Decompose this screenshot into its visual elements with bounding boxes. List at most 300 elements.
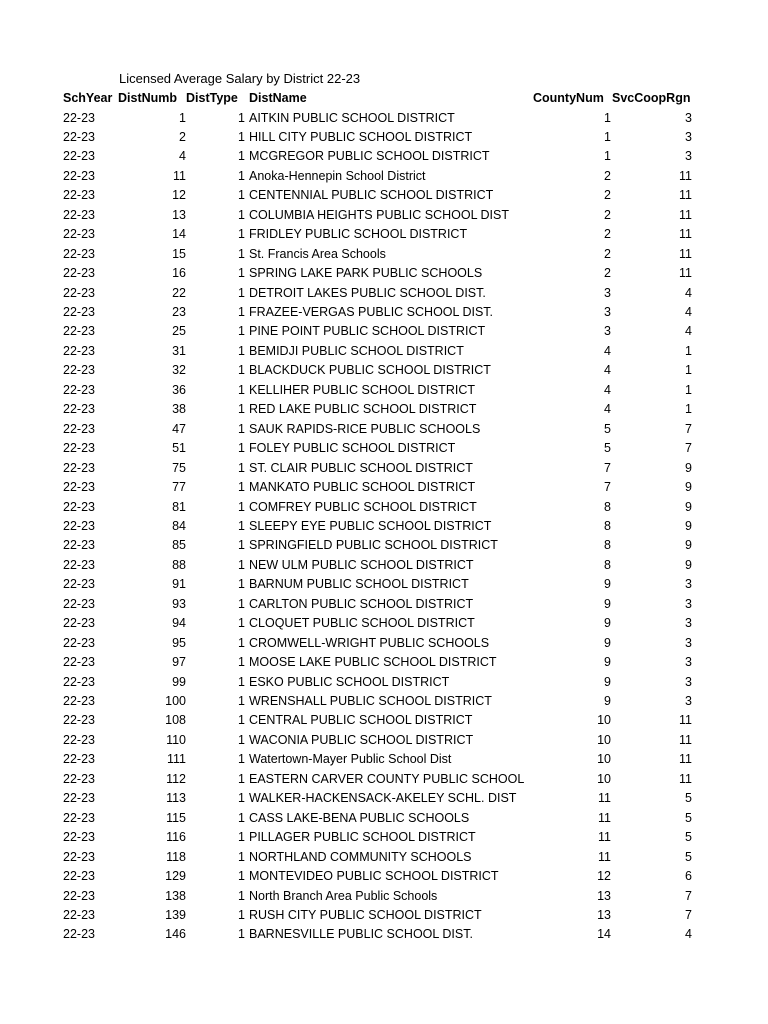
cell-schyear: 22-23 <box>63 246 95 261</box>
table-row <box>0 245 768 264</box>
cell-distnumb: 112 <box>166 771 186 786</box>
cell-schyear: 22-23 <box>63 616 95 631</box>
cell-disttype: 1 <box>238 596 245 611</box>
cell-distname: ESKO PUBLIC SCHOOL DISTRICT <box>249 674 450 689</box>
cell-distnumb: 51 <box>172 441 186 456</box>
cell-distnumb: 115 <box>166 810 186 825</box>
cell-distname: EASTERN CARVER COUNTY PUBLIC SCHOOL <box>249 771 525 786</box>
cell-disttype: 1 <box>238 752 245 767</box>
cell-disttype: 1 <box>238 305 245 319</box>
cell-distname: DETROIT LAKES PUBLIC SCHOOL DIST. <box>249 285 486 300</box>
cell-disttype: 1 <box>238 732 245 747</box>
cell-distnumb: 81 <box>172 499 186 514</box>
cell-distnumb: 11 <box>173 168 186 183</box>
table-row <box>0 478 768 497</box>
table-row <box>0 925 768 944</box>
cell-schyear: 22-23 <box>63 849 95 864</box>
cell-schyear: 22-23 <box>63 713 95 728</box>
cell-countynum: 10 <box>597 771 611 786</box>
cell-schyear: 22-23 <box>63 441 95 456</box>
table-row <box>0 634 768 653</box>
cell-distname: RED LAKE PUBLIC SCHOOL DISTRICT <box>249 402 477 417</box>
cell-svccooprgn: 11 <box>679 246 692 261</box>
cell-svccooprgn: 5 <box>685 810 692 825</box>
cell-countynum: 11 <box>598 830 611 845</box>
cell-distname: SLEEPY EYE PUBLIC SCHOOL DISTRICT <box>249 518 492 533</box>
cell-distnumb: 93 <box>172 596 186 611</box>
table-row <box>0 809 768 828</box>
table-row <box>0 459 768 478</box>
cell-svccooprgn: 7 <box>685 888 692 903</box>
cell-distname: MONTEVIDEO PUBLIC SCHOOL DISTRICT <box>249 869 499 884</box>
cell-countynum: 2 <box>604 207 611 222</box>
cell-schyear: 22-23 <box>63 285 95 300</box>
cell-countynum: 8 <box>604 518 611 533</box>
cell-disttype: 1 <box>238 382 245 397</box>
table-row <box>0 711 768 730</box>
table-row <box>0 109 768 128</box>
cell-schyear: 22-23 <box>63 227 95 242</box>
cell-distname: KELLIHER PUBLIC SCHOOL DISTRICT <box>249 382 475 397</box>
cell-distname: FOLEY PUBLIC SCHOOL DISTRICT <box>249 441 456 456</box>
cell-distname: WRENSHALL PUBLIC SCHOOL DISTRICT <box>249 694 492 708</box>
table-row <box>0 206 768 225</box>
table-row <box>0 128 768 147</box>
cell-distnumb: 4 <box>179 149 186 164</box>
cell-countynum: 9 <box>604 635 611 650</box>
cell-svccooprgn: 9 <box>685 480 692 495</box>
table-row <box>0 770 768 789</box>
cell-countynum: 11 <box>598 791 611 806</box>
cell-disttype: 1 <box>238 869 245 884</box>
cell-countynum: 9 <box>604 596 611 611</box>
cell-disttype: 1 <box>238 674 245 689</box>
table-row <box>0 692 768 711</box>
cell-distnumb: 47 <box>172 421 186 436</box>
cell-countynum: 3 <box>604 305 611 319</box>
table-row <box>0 887 768 906</box>
cell-countynum: 9 <box>604 694 611 708</box>
cell-countynum: 2 <box>604 188 611 203</box>
table-row <box>0 498 768 517</box>
cell-distname: PILLAGER PUBLIC SCHOOL DISTRICT <box>249 830 476 845</box>
cell-disttype: 1 <box>238 694 245 708</box>
cell-countynum: 4 <box>604 402 611 417</box>
cell-svccooprgn: 1 <box>685 382 692 397</box>
cell-distnumb: 22 <box>172 285 186 300</box>
cell-distname: CROMWELL-WRIGHT PUBLIC SCHOOLS <box>249 635 490 650</box>
header-disttype: DistType <box>186 91 238 105</box>
cell-disttype: 1 <box>238 888 245 903</box>
cell-schyear: 22-23 <box>63 480 95 495</box>
cell-distnumb: 88 <box>172 557 186 572</box>
cell-disttype: 1 <box>238 557 245 572</box>
cell-distname: COLUMBIA HEIGHTS PUBLIC SCHOOL DIST <box>249 207 510 222</box>
cell-distname: MOOSE LAKE PUBLIC SCHOOL DISTRICT <box>249 655 497 670</box>
cell-svccooprgn: 11 <box>679 227 692 242</box>
cell-distname: COMFREY PUBLIC SCHOOL DISTRICT <box>249 499 477 514</box>
cell-distname: RUSH CITY PUBLIC SCHOOL DISTRICT <box>249 907 482 922</box>
cell-schyear: 22-23 <box>63 460 95 475</box>
cell-svccooprgn: 4 <box>685 285 692 300</box>
page-title: Licensed Average Salary by District 22-23 <box>119 71 361 86</box>
cell-distname: AITKIN PUBLIC SCHOOL DISTRICT <box>249 110 455 125</box>
cell-svccooprgn: 3 <box>685 616 692 631</box>
cell-svccooprgn: 9 <box>685 499 692 514</box>
cell-countynum: 7 <box>604 460 611 475</box>
table-row <box>0 167 768 186</box>
cell-distnumb: 32 <box>172 363 186 378</box>
cell-schyear: 22-23 <box>63 207 95 222</box>
cell-distnumb: 2 <box>179 129 186 144</box>
cell-countynum: 10 <box>597 752 611 767</box>
cell-distname: NEW ULM PUBLIC SCHOOL DISTRICT <box>249 557 474 572</box>
cell-distnumb: 1 <box>179 110 186 125</box>
cell-svccooprgn: 11 <box>679 713 692 728</box>
cell-disttype: 1 <box>238 246 245 261</box>
table-row <box>0 381 768 400</box>
cell-disttype: 1 <box>238 538 245 553</box>
cell-svccooprgn: 4 <box>685 324 692 339</box>
cell-distnumb: 108 <box>165 713 186 728</box>
cell-distnumb: 97 <box>172 655 186 670</box>
cell-svccooprgn: 5 <box>685 849 692 864</box>
cell-schyear: 22-23 <box>63 382 95 397</box>
cell-schyear: 22-23 <box>63 771 95 786</box>
cell-schyear: 22-23 <box>63 869 95 884</box>
cell-disttype: 1 <box>238 655 245 670</box>
header-countynum: CountyNum <box>533 91 604 105</box>
cell-schyear: 22-23 <box>63 538 95 553</box>
cell-countynum: 9 <box>604 577 611 592</box>
cell-svccooprgn: 11 <box>679 771 692 786</box>
header-svccooprgn: SvcCoopRgn <box>612 91 691 105</box>
cell-countynum: 13 <box>597 888 611 903</box>
cell-svccooprgn: 3 <box>685 149 692 164</box>
cell-countynum: 11 <box>598 849 611 864</box>
table-row <box>0 867 768 886</box>
cell-distname: BARNUM PUBLIC SCHOOL DISTRICT <box>249 577 469 592</box>
cell-schyear: 22-23 <box>63 596 95 611</box>
cell-svccooprgn: 4 <box>685 305 692 319</box>
cell-distname: CASS LAKE-BENA PUBLIC SCHOOLS <box>249 810 470 825</box>
table-row <box>0 536 768 555</box>
cell-distnumb: 139 <box>165 907 186 922</box>
cell-schyear: 22-23 <box>63 499 95 514</box>
cell-svccooprgn: 7 <box>685 421 692 436</box>
cell-schyear: 22-23 <box>63 888 95 903</box>
cell-disttype: 1 <box>238 207 245 222</box>
cell-distname: BARNESVILLE PUBLIC SCHOOL DIST. <box>249 927 473 942</box>
cell-disttype: 1 <box>238 830 245 845</box>
cell-countynum: 7 <box>604 480 611 495</box>
table-row <box>0 147 768 166</box>
table-row <box>0 264 768 283</box>
cell-schyear: 22-23 <box>63 421 95 436</box>
cell-distname: SPRINGFIELD PUBLIC SCHOOL DISTRICT <box>249 538 498 553</box>
cell-svccooprgn: 7 <box>685 441 692 456</box>
cell-countynum: 2 <box>604 168 611 183</box>
cell-schyear: 22-23 <box>63 830 95 845</box>
table-row <box>0 906 768 925</box>
header-schyear: SchYear <box>63 91 113 105</box>
cell-disttype: 1 <box>238 266 245 281</box>
cell-disttype: 1 <box>238 927 245 942</box>
cell-disttype: 1 <box>238 849 245 864</box>
cell-schyear: 22-23 <box>63 305 95 319</box>
cell-distnumb: 111 <box>166 752 186 767</box>
cell-schyear: 22-23 <box>63 110 95 125</box>
cell-disttype: 1 <box>238 227 245 242</box>
cell-countynum: 3 <box>604 285 611 300</box>
cell-distnumb: 100 <box>165 694 186 708</box>
cell-schyear: 22-23 <box>63 577 95 592</box>
cell-schyear: 22-23 <box>63 557 95 572</box>
cell-disttype: 1 <box>238 907 245 922</box>
cell-countynum: 10 <box>597 732 611 747</box>
cell-distname: BEMIDJI PUBLIC SCHOOL DISTRICT <box>249 343 464 358</box>
cell-svccooprgn: 5 <box>685 791 692 806</box>
cell-countynum: 10 <box>597 713 611 728</box>
cell-countynum: 8 <box>604 499 611 514</box>
cell-schyear: 22-23 <box>63 402 95 417</box>
cell-distname: MCGREGOR PUBLIC SCHOOL DISTRICT <box>249 149 490 164</box>
cell-disttype: 1 <box>238 518 245 533</box>
cell-distname: FRAZEE-VERGAS PUBLIC SCHOOL DIST. <box>249 305 494 319</box>
cell-schyear: 22-23 <box>63 324 95 339</box>
cell-countynum: 4 <box>604 382 611 397</box>
cell-schyear: 22-23 <box>63 188 95 203</box>
cell-distnumb: 38 <box>172 402 186 417</box>
cell-disttype: 1 <box>238 791 245 806</box>
cell-svccooprgn: 9 <box>685 538 692 553</box>
cell-disttype: 1 <box>238 343 245 358</box>
cell-svccooprgn: 9 <box>685 460 692 475</box>
table-row <box>0 750 768 769</box>
cell-disttype: 1 <box>238 460 245 475</box>
cell-countynum: 4 <box>604 343 611 358</box>
cell-schyear: 22-23 <box>63 168 95 183</box>
cell-distnumb: 91 <box>172 577 186 592</box>
cell-distname: MANKATO PUBLIC SCHOOL DISTRICT <box>249 480 476 495</box>
cell-svccooprgn: 11 <box>679 188 692 203</box>
cell-svccooprgn: 3 <box>685 596 692 611</box>
cell-countynum: 1 <box>604 129 611 144</box>
cell-svccooprgn: 3 <box>685 635 692 650</box>
cell-svccooprgn: 7 <box>685 907 692 922</box>
table-row <box>0 517 768 536</box>
cell-svccooprgn: 3 <box>685 129 692 144</box>
cell-disttype: 1 <box>238 771 245 786</box>
cell-disttype: 1 <box>238 363 245 378</box>
table-row <box>0 225 768 244</box>
cell-disttype: 1 <box>238 285 245 300</box>
cell-distnumb: 138 <box>165 888 186 903</box>
table-row <box>0 420 768 439</box>
cell-disttype: 1 <box>238 713 245 728</box>
cell-svccooprgn: 11 <box>679 168 692 183</box>
table-row <box>0 439 768 458</box>
cell-disttype: 1 <box>238 480 245 495</box>
cell-svccooprgn: 11 <box>679 732 692 747</box>
cell-svccooprgn: 3 <box>685 694 692 708</box>
cell-distname: Watertown-Mayer Public School Dist <box>249 752 452 767</box>
cell-distnumb: 113 <box>166 791 186 806</box>
cell-distname: FRIDLEY PUBLIC SCHOOL DISTRICT <box>249 227 468 242</box>
cell-distname: CARLTON PUBLIC SCHOOL DISTRICT <box>249 596 474 611</box>
cell-schyear: 22-23 <box>63 655 95 670</box>
cell-schyear: 22-23 <box>63 149 95 164</box>
table-row <box>0 614 768 633</box>
cell-disttype: 1 <box>238 129 245 144</box>
cell-countynum: 5 <box>604 421 611 436</box>
table-row <box>0 400 768 419</box>
cell-distnumb: 75 <box>172 460 186 475</box>
cell-distname: HILL CITY PUBLIC SCHOOL DISTRICT <box>249 129 473 144</box>
cell-svccooprgn: 5 <box>685 830 692 845</box>
cell-countynum: 2 <box>604 266 611 281</box>
cell-distname: CENTENNIAL PUBLIC SCHOOL DISTRICT <box>249 188 494 203</box>
cell-distnumb: 13 <box>172 207 186 222</box>
cell-svccooprgn: 3 <box>685 655 692 670</box>
cell-distnumb: 25 <box>172 324 186 339</box>
cell-svccooprgn: 1 <box>685 363 692 378</box>
cell-distnumb: 110 <box>166 732 186 747</box>
table-row <box>0 284 768 303</box>
cell-distname: CLOQUET PUBLIC SCHOOL DISTRICT <box>249 616 475 631</box>
cell-distnumb: 129 <box>165 869 186 884</box>
cell-schyear: 22-23 <box>63 266 95 281</box>
cell-countynum: 5 <box>604 441 611 456</box>
cell-distname: NORTHLAND COMMUNITY SCHOOLS <box>249 849 472 864</box>
header-distnumb: DistNumb <box>118 91 178 105</box>
cell-svccooprgn: 9 <box>685 557 692 572</box>
table-row <box>0 848 768 867</box>
cell-distname: St. Francis Area Schools <box>249 246 386 261</box>
cell-distnumb: 84 <box>172 518 186 533</box>
cell-distnumb: 99 <box>172 674 186 689</box>
table-row <box>0 361 768 380</box>
table-row <box>0 575 768 594</box>
cell-schyear: 22-23 <box>63 518 95 533</box>
cell-disttype: 1 <box>238 324 245 339</box>
cell-disttype: 1 <box>238 499 245 514</box>
table-row <box>0 828 768 847</box>
cell-countynum: 9 <box>604 655 611 670</box>
table-row <box>0 731 768 750</box>
table-row <box>0 303 768 322</box>
cell-distname: Anoka-Hennepin School District <box>249 168 426 183</box>
cell-disttype: 1 <box>238 810 245 825</box>
cell-distnumb: 116 <box>166 830 186 845</box>
table-row <box>0 595 768 614</box>
cell-countynum: 11 <box>598 810 611 825</box>
cell-distnumb: 118 <box>166 849 186 864</box>
cell-svccooprgn: 3 <box>685 110 692 125</box>
cell-distname: PINE POINT PUBLIC SCHOOL DISTRICT <box>249 324 486 339</box>
cell-distname: ST. CLAIR PUBLIC SCHOOL DISTRICT <box>249 460 473 475</box>
cell-svccooprgn: 1 <box>685 402 692 417</box>
cell-svccooprgn: 6 <box>685 869 692 884</box>
cell-countynum: 12 <box>597 869 611 884</box>
table-row <box>0 186 768 205</box>
cell-svccooprgn: 1 <box>685 343 692 358</box>
cell-disttype: 1 <box>238 168 245 183</box>
cell-schyear: 22-23 <box>63 810 95 825</box>
cell-countynum: 13 <box>597 907 611 922</box>
cell-countynum: 3 <box>604 324 611 339</box>
cell-countynum: 8 <box>604 538 611 553</box>
header-distname: DistName <box>249 91 307 105</box>
cell-distname: BLACKDUCK PUBLIC SCHOOL DISTRICT <box>249 363 491 378</box>
cell-countynum: 9 <box>604 616 611 631</box>
table-row <box>0 342 768 361</box>
cell-svccooprgn: 3 <box>685 674 692 689</box>
cell-distname: SPRING LAKE PARK PUBLIC SCHOOLS <box>249 266 483 281</box>
cell-distname: North Branch Area Public Schools <box>249 888 438 903</box>
cell-distnumb: 36 <box>172 382 186 397</box>
cell-countynum: 1 <box>604 110 611 125</box>
cell-svccooprgn: 11 <box>679 207 692 222</box>
cell-schyear: 22-23 <box>63 343 95 358</box>
table-row <box>0 322 768 341</box>
cell-distnumb: 94 <box>172 616 186 631</box>
cell-distnumb: 95 <box>172 635 186 650</box>
cell-schyear: 22-23 <box>63 363 95 378</box>
cell-svccooprgn: 11 <box>679 266 692 281</box>
cell-disttype: 1 <box>238 577 245 592</box>
cell-schyear: 22-23 <box>63 674 95 689</box>
cell-countynum: 2 <box>604 246 611 261</box>
cell-countynum: 2 <box>604 227 611 242</box>
table-row <box>0 673 768 692</box>
cell-countynum: 8 <box>604 557 611 572</box>
cell-distnumb: 31 <box>172 343 186 358</box>
cell-svccooprgn: 11 <box>679 752 692 767</box>
cell-disttype: 1 <box>238 616 245 631</box>
cell-disttype: 1 <box>238 402 245 417</box>
cell-disttype: 1 <box>238 110 245 125</box>
cell-countynum: 9 <box>604 674 611 689</box>
header-row <box>0 89 768 108</box>
cell-schyear: 22-23 <box>63 907 95 922</box>
cell-schyear: 22-23 <box>63 694 95 708</box>
cell-schyear: 22-23 <box>63 927 95 942</box>
cell-countynum: 1 <box>604 149 611 164</box>
cell-distname: WALKER-HACKENSACK-AKELEY SCHL. DIST <box>249 791 517 806</box>
cell-countynum: 14 <box>597 927 611 942</box>
cell-disttype: 1 <box>238 441 245 456</box>
cell-distnumb: 146 <box>165 927 186 942</box>
cell-distnumb: 14 <box>172 227 186 242</box>
table-row <box>0 556 768 575</box>
cell-disttype: 1 <box>238 421 245 436</box>
cell-countynum: 4 <box>604 363 611 378</box>
cell-distnumb: 16 <box>172 266 186 281</box>
cell-distnumb: 85 <box>172 538 186 553</box>
cell-disttype: 1 <box>238 149 245 164</box>
cell-schyear: 22-23 <box>63 635 95 650</box>
cell-distnumb: 23 <box>172 305 186 319</box>
cell-disttype: 1 <box>238 188 245 203</box>
cell-distname: SAUK RAPIDS-RICE PUBLIC SCHOOLS <box>249 421 481 436</box>
table-row <box>0 789 768 808</box>
cell-distname: WACONIA PUBLIC SCHOOL DISTRICT <box>249 732 474 747</box>
cell-distnumb: 15 <box>172 246 186 261</box>
table-row <box>0 653 768 672</box>
cell-distnumb: 12 <box>172 188 186 203</box>
cell-schyear: 22-23 <box>63 791 95 806</box>
